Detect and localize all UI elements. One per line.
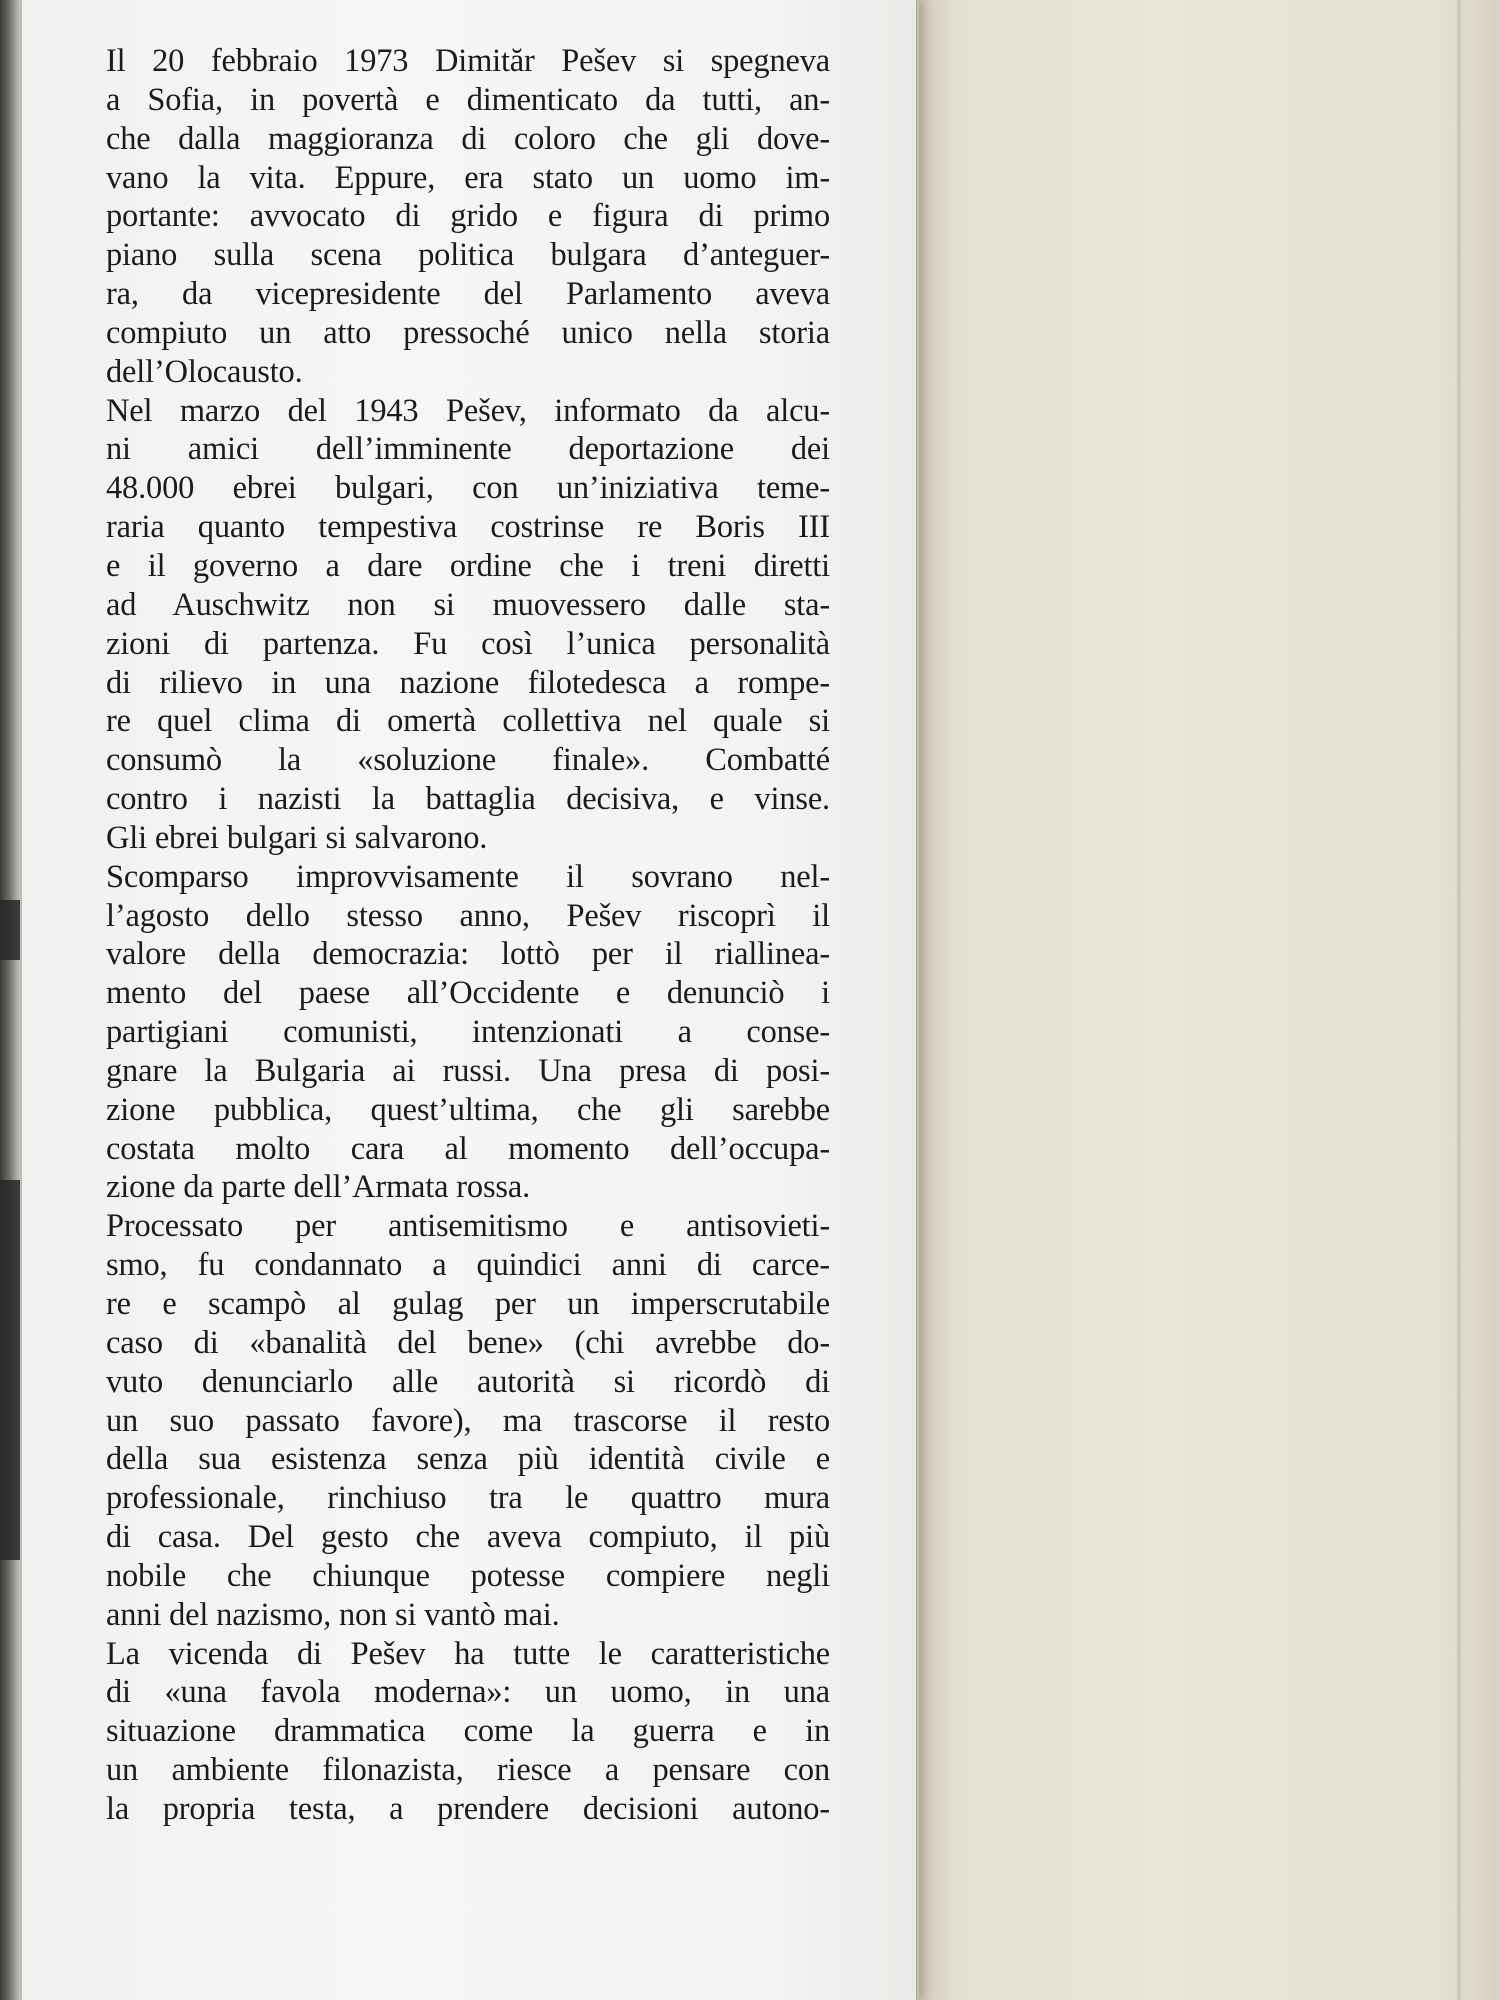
text-line: ad Auschwitz non si muovessero dalle sta- [106, 586, 830, 623]
text-line: smo, fu condannato a quindici anni di carce- [106, 1247, 830, 1284]
text-line: caso di «banalità del bene» (chi avrebbe do- [106, 1324, 830, 1361]
text-line: dell’Olocausto. [106, 353, 303, 390]
text-line: partigiani comunisti, intenzionati a conse- [106, 1014, 830, 1051]
text-line: zione pubblica, quest’ultima, che gli sarebbe [106, 1091, 830, 1128]
text-line: situazione drammatica come la guerra e in [106, 1713, 830, 1750]
text-line: piano sulla scena politica bulgara d’anteguer- [106, 237, 830, 274]
text-line: l’agosto dello stesso anno, Pešev riscoprì il [106, 897, 830, 934]
text-line: anni del nazismo, non si vantò mai. [106, 1596, 560, 1633]
text-line: compiuto un atto pressoché unico nella storia [106, 314, 830, 351]
text-line: La vicenda di Pešev ha tutte le caratteristiche [106, 1635, 830, 1672]
text-line: Il 20 febbraio 1973 Dimităr Pešev si spegneva [106, 43, 830, 79]
text-line: re quel clima di omertà collettiva nel quale si [106, 703, 830, 740]
book-page-background [919, 0, 1500, 2000]
text-line: mento del paese all’Occidente e denunciò i [106, 975, 830, 1012]
text-line: costata molto cara al momento dell’occupa- [106, 1130, 830, 1167]
text-line: contro i nazisti la battaglia decisiva, e vinse. [106, 781, 830, 818]
text-line: zioni di partenza. Fu così l’unica personalità [106, 625, 830, 662]
text-line: di casa. Del gesto che aveva compiuto, il più [106, 1519, 830, 1556]
text-line: nobile che chiunque potesse compiere negli [106, 1557, 830, 1594]
text-line: raria quanto tempestiva costrinse re Boris III [106, 509, 830, 546]
text-line: a Sofia, in povertà e dimenticato da tutti, an- [106, 81, 830, 118]
text-line: valore della democrazia: lottò per il riallinea- [106, 936, 830, 973]
cover-edge-mark [0, 900, 20, 960]
text-line: 48.000 ebrei bulgari, con un’iniziativa teme- [106, 470, 830, 507]
text-line: vano la vita. Eppure, era stato un uomo im- [106, 159, 830, 196]
text-line: e il governo a dare ordine che i treni diretti [106, 547, 830, 584]
text-line: zione da parte dell’Armata rossa. [106, 1169, 531, 1206]
flap-blurb-text [106, 42, 830, 1829]
text-line: di «una favola moderna»: un uomo, in una [106, 1674, 830, 1711]
text-line: ni amici dell’imminente deportazione dei [106, 431, 830, 468]
text-line: Nel marzo del 1943 Pešev, informato da alcu- [106, 392, 830, 429]
text-line: Scomparso improvvisamente il sovrano nel- [106, 858, 830, 895]
text-line: consumò la «soluzione finale». Combatté [106, 742, 830, 779]
text-line: professionale, rinchiuso tra le quattro mura [106, 1480, 830, 1517]
text-line: Processato per antisemitismo e antisovieti- [106, 1208, 830, 1245]
text-line: che dalla maggioranza di coloro che gli dove- [106, 120, 830, 157]
cover-edge-mark [0, 1180, 20, 1560]
text-line: Gli ebrei bulgari si salvarono. [106, 819, 488, 856]
page-edge-shadow [1456, 0, 1462, 2000]
text-line: di rilievo in una nazione filotedesca a rompe- [106, 664, 830, 701]
text-line: un suo passato favore), ma trascorse il resto [106, 1402, 830, 1439]
text-line: la propria testa, a prendere decisioni autono- [106, 1790, 830, 1827]
text-line: re e scampò al gulag per un imperscrutabile [106, 1286, 830, 1322]
text-line: della sua esistenza senza più identità civile e [106, 1441, 830, 1478]
text-line: ra, da vicepresidente del Parlamento aveva [106, 276, 830, 313]
text-line: vuto denunciarlo alle autorità si ricordò di [106, 1363, 830, 1400]
text-line: un ambiente filonazista, riesce a pensare con [106, 1752, 830, 1789]
text-line: gnare la Bulgaria ai russi. Una presa di posi- [106, 1052, 830, 1089]
text-line: portante: avvocato di grido e figura di primo [106, 198, 830, 235]
